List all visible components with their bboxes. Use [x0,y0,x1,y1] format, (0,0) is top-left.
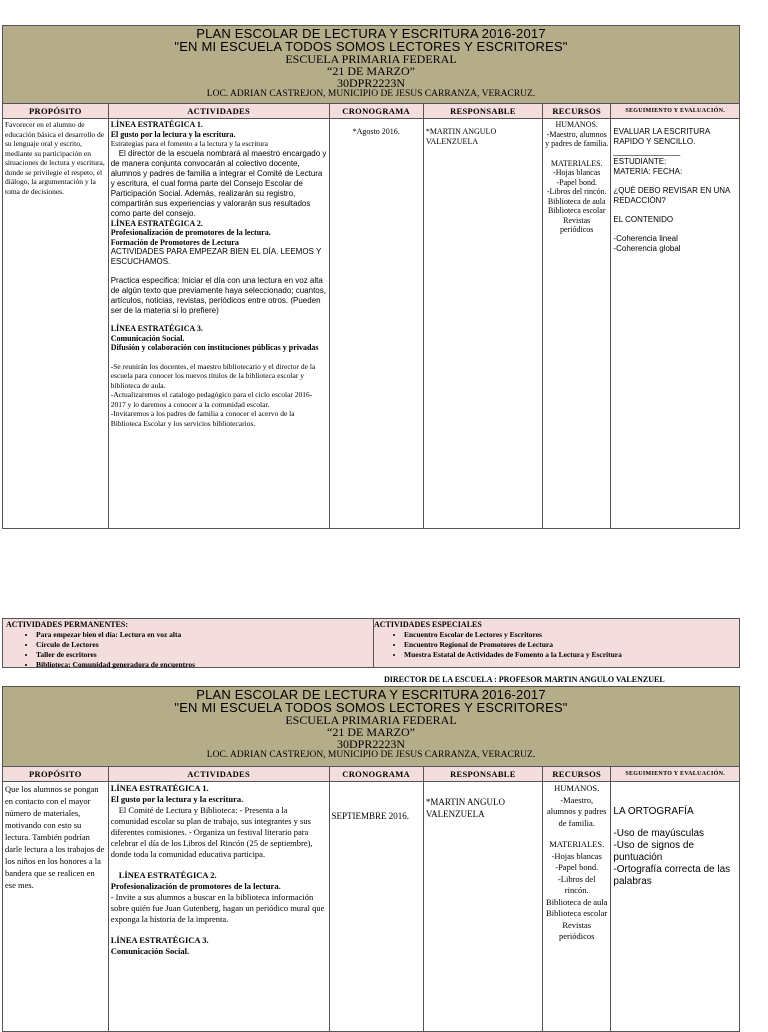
plan-subtitle: "EN MI ESCUELA TODOS SOMOS LECTORES Y ESCRITORES" [174,700,568,715]
recursos-item: Biblioteca de aula [547,196,606,206]
linea-subtitle: El gusto por la lectura y la escritura. [110,129,236,139]
recursos-item: -Papel bond. [555,862,599,872]
table-header-row [3,104,740,119]
col-header: ACTIVIDADES [108,767,329,782]
cronograma-cell: *Agosto 2016. [329,119,423,529]
eval-text: ESTUDIANTE: [613,157,667,166]
proposito-cell: Favorecer en el alumno de educación básica el desarrollo de su lenguaje oral y escrito, mediante su participación en situaciones de lectura y escritura, donde se privilegie el respeto, el diálogo, la argumentación y la toma de decisiones. [3,119,109,529]
activity-text: El Comité de Lectura y Biblioteca: - Presenta a la comunidad escolar su plan de trabajo, sus integrantes y sus diferentes comisiones. - Organiza un festival literario para celebrar el día de los Libros del Rincón (25 de septiembre), donde toda la comunidad educativa participa. [110,805,313,859]
linea-title: LÍNEA ESTRATÉGICA 2. [118,870,217,880]
activity-text: -Actualizaremos el catalogo pedagógico para el ciclo escolar 2016-2017 y lo daremos a conocer a la comunidad escolar. [110,390,313,409]
activity-text: Estrategias para el fomento a la lectura y la escritura [110,139,268,148]
recursos-humanos-label: HUMANOS. [555,120,598,129]
plan-title: PLAN ESCOLAR DE LECTURA Y ESCRITURA 2016-2017 [196,687,546,702]
recursos-item: -Libros del rincón. [546,187,607,196]
school-name: “21 DE MARZO” [327,64,415,78]
linea-title: LÍNEA ESTRATÉGICA 1. [110,783,209,793]
linea-subtitle: Profesionalización de promotores de la lectura. [110,881,281,891]
eval-text: EVALUAR LA ESCRITURA RAPIDO Y SENCILLO. [613,127,710,146]
linea-title: LÍNEA ESTRATÉGICA 3. [110,324,203,333]
activity-text: Practica especifica: Iniciar el día con una lectura en voz alta de algún texto que previamente haya seleccionado; cuantos, artículos, noticias, revistas, periódicos entre otros. (Pueden ser de la materia si lo prefiere) [110,276,326,315]
linea-subtitle: Difusión y colaboración con instituciones públicas y privadas [110,343,319,352]
recursos-item: Biblioteca de aula [546,896,608,907]
list-item: • Círculo de Lectores [36,640,370,650]
actividades-cell [108,119,329,529]
col-header: PROPÓSITO [3,767,109,782]
eval-text: -Uso de signos de puntuación [613,840,695,863]
col-header: SEGUIMIENTO Y EVALUACIÓN. [611,104,740,119]
plan-subtitle: "EN MI ESCUELA TODOS SOMOS LECTORES Y ESCRITORES" [174,39,568,54]
list-item: • Encuentro Escolar de Lectores y Escritores [404,630,736,640]
plan-table-2 [2,766,740,1032]
eval-text: -Coherencia global [613,244,681,253]
permanent-activities [3,619,374,667]
col-header: RECURSOS [543,767,611,782]
col-header: RECURSOS [543,104,611,119]
linea-subtitle: Formación de Promotores de Lectura [110,237,239,247]
recursos-item: periódicos [559,931,595,941]
col-header: RESPONSABLE [423,104,542,119]
table-row [3,782,740,1032]
recursos-item: -Papel bond. [556,177,597,187]
actividades-cell [108,782,329,1032]
list-item: • Muestra Estatal de Actividades de Fomento a la Lectura y Escritura [404,650,736,660]
recursos-item: -Libros del rincón. [557,873,596,895]
school-location: LOC. ADRIAN CASTREJON, MUNICIPIO DE JESUS CARRANZA, VERACRUZ. [206,89,536,99]
linea-subtitle: El gusto por la lectura y la escritura. [110,794,244,804]
recursos-item: periódicos [560,225,594,234]
responsable-cell: *MARTIN ANGULO VALENZUELA [423,119,542,529]
eval-text: EL CONTENIDO [613,215,674,224]
school-location: LOC. ADRIAN CASTREJON, MUNICIPIO DE JESUS CARRANZA, VERACRUZ. [206,750,536,760]
recursos-item: -Hojas blancas [551,850,602,861]
eval-text: MATERIA: FECHA: [613,167,683,176]
table-row [3,119,740,529]
permanent-title: ACTIVIDADES PERMANENTES: [6,620,129,629]
seguimiento-cell [611,119,740,529]
recursos-humanos-list: -Maestro, alumnos y padres de familia. [545,129,609,148]
proposito-cell: Que los alumnos se pongan en contacto con el mayor número de materiales, motivando con esto su lectura. También podrían darle lectura a los trabajos de los niños en los honores a la bandera que se realicen en ese mes. [3,782,109,1032]
activity-text: ACTIVIDADES PARA EMPEZAR BIEN EL DÍA. LEEMOS Y ESCUCHAMOS. [110,247,322,266]
school-code: 30DPR2223N [336,76,405,90]
linea-subtitle: Comunicación Social. [110,333,185,343]
eval-line: _______________ [613,147,681,156]
school-type: ESCUELA PRIMARIA FEDERAL [285,713,457,727]
eval-text: -Coherencia lineal [613,234,678,243]
col-header: PROPÓSITO [3,104,109,119]
recursos-humanos-label: HUMANOS. [554,783,600,793]
list-item: • Biblioteca: Comunidad generadora de encuentros [36,660,370,670]
linea-title: LÍNEA ESTRATÉGICA 1. [110,120,203,129]
special-activities [371,619,739,667]
plan-header-1 [2,25,740,104]
eval-text: LA ORTOGRAFÍA [613,806,694,817]
recursos-item: Biblioteca escolar [546,908,608,918]
recursos-cell [543,119,611,529]
col-header: CRONOGRAMA [329,767,423,782]
recursos-item: Biblioteca escolar [547,206,606,215]
school-name: “21 DE MARZO” [327,725,415,739]
list-item: • Encuentro Regional de Promotores de Lectura [404,640,736,650]
eval-text: ¿QUÉ DEBO REVISAR EN UNA REDACCIÓN? [613,186,730,205]
cronograma-cell: SEPTIEMBRE 2016. [329,782,423,1032]
recursos-item: Revistas [562,919,592,930]
seguimiento-cell [611,782,740,1032]
col-header: SEGUIMIENTO Y EVALUACIÓN. [611,767,740,782]
linea-subtitle: Comunicación Social. [110,946,190,956]
activity-text: -Invitaremos a los padres de familia a conocer el acervo de la Biblioteca Escolar y los servicios bibliotecarios. [110,409,295,428]
col-header: ACTIVIDADES [108,104,329,119]
list-item: • Para empezar bien el día: Lectura en voz alta [36,630,370,640]
recursos-item: -Hojas blancas [553,168,601,177]
col-header: RESPONSABLE [423,767,542,782]
linea-subtitle: Profesionalización de promotores de la lectura. [110,228,271,237]
linea-title: LÍNEA ESTRATÉGICA 2. [110,218,203,228]
linea-title: LÍNEA ESTRATÉGICA 3. [110,935,209,945]
recursos-humanos-list: -Maestro, alumnos y padres de familia. [546,794,607,828]
director-signature: DIRECTOR DE LA ESCUELA : PROFESOR MARTIN ANGULO VALENZUEL [384,675,665,684]
activity-text: - Invite a sus alumnos a buscar en la biblioteca información sobre quién fue Juan Gutenberg, hagan un periódico mural que exponga la historia de la imprenta. [110,892,325,924]
plan-title: PLAN ESCOLAR DE LECTURA Y ESCRITURA 2016-2017 [196,26,546,41]
recursos-item: Revistas [563,215,591,225]
list-item: • Taller de escritores [36,650,370,660]
responsable-cell: *MARTIN ANGULO VALENZUELA [423,782,542,1032]
activity-text: -Se reunirán los docentes, el maestro bibliotecario y el director de la escuela para conocer los nuevos títulos de la biblioteca escolar y biblioteca de aula. [110,361,316,390]
school-code: 30DPR2223N [336,737,405,751]
table-header-row [3,767,740,782]
eval-text: -Ortografía correcta de las palabras [613,864,731,887]
recursos-materiales-label: MATERIALES. [550,158,603,168]
col-header: CRONOGRAMA [329,104,423,119]
plan-header-2 [2,686,740,767]
recursos-materiales-label: MATERIALES. [549,839,605,849]
recursos-cell [543,782,611,1032]
eval-text: -Uso de mayúsculas [613,828,705,839]
school-type: ESCUELA PRIMARIA FEDERAL [285,52,457,66]
activity-text: El director de la escuela nombrará al maestro encargado y de manera conjunta convocarán al colectivo docente, alumnos y padres de familia a integrar el Comité de Lectura y escritura, el cual forma parte del Consejo Escolar de Participación Social. Además, realizarán su registro, compartirán sus experiencias y valorarán sus resultados como parte del consejo. [110,148,327,218]
activities-box [2,618,740,668]
plan-table-1 [2,103,740,529]
special-title: ACTIVIDADES ESPECIALES [374,620,482,629]
